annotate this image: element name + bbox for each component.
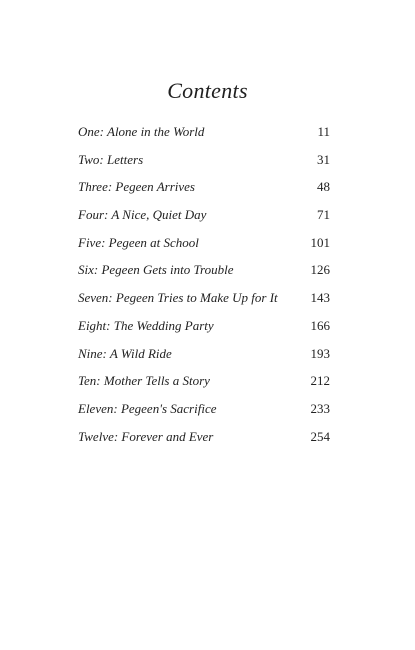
toc-entry-page: 126 xyxy=(310,262,330,278)
toc-entry-page: 71 xyxy=(317,207,330,223)
toc-entry xyxy=(78,235,330,263)
toc-entry-page: 166 xyxy=(310,317,330,333)
page-title: Contents xyxy=(167,78,248,103)
toc-entry-label: Seven: Pegeen Tries to Make Up for It xyxy=(78,290,278,306)
toc-entry-page: 143 xyxy=(310,290,330,306)
toc-entry xyxy=(78,124,330,152)
toc-entry-label: One: Alone in the World xyxy=(78,124,205,139)
table-of-contents xyxy=(78,124,330,456)
toc-entry-page: 11 xyxy=(317,124,330,139)
toc-entry-label: Four: A Nice, Quiet Day xyxy=(78,207,207,223)
toc-entry-label: Nine: A Wild Ride xyxy=(78,345,172,361)
toc-entry xyxy=(78,207,330,235)
toc-entry-label: Three: Pegeen Arrives xyxy=(78,179,195,195)
toc-entry-page: 212 xyxy=(310,373,330,389)
toc-entry-label: Six: Pegeen Gets into Trouble xyxy=(78,262,234,278)
toc-entry-label: Ten: Mother Tells a Story xyxy=(78,373,210,389)
toc-entry xyxy=(78,152,330,180)
toc-entry xyxy=(78,401,330,429)
toc-entry-page: 254 xyxy=(310,428,330,444)
toc-entry-label: Eleven: Pegeen's Sacrifice xyxy=(78,400,217,416)
toc-entry-label: Five: Pegeen at School xyxy=(78,234,199,250)
toc-entry-label: Twelve: Forever and Ever xyxy=(78,428,214,444)
toc-entry xyxy=(78,346,330,374)
toc-entry-page: 193 xyxy=(310,345,330,361)
toc-entry xyxy=(78,373,330,401)
toc-entry xyxy=(78,290,330,318)
toc-entry xyxy=(78,262,330,290)
toc-entry-page: 101 xyxy=(310,234,330,250)
toc-entry-label: Eight: The Wedding Party xyxy=(78,317,214,333)
toc-entry-page: 31 xyxy=(317,151,330,167)
toc-entry xyxy=(78,429,330,457)
toc-entry xyxy=(78,179,330,207)
toc-entry-page: 48 xyxy=(317,179,330,195)
toc-entry-label: Two: Letters xyxy=(78,151,144,167)
toc-entry xyxy=(78,318,330,346)
toc-entry-page: 233 xyxy=(310,400,330,416)
